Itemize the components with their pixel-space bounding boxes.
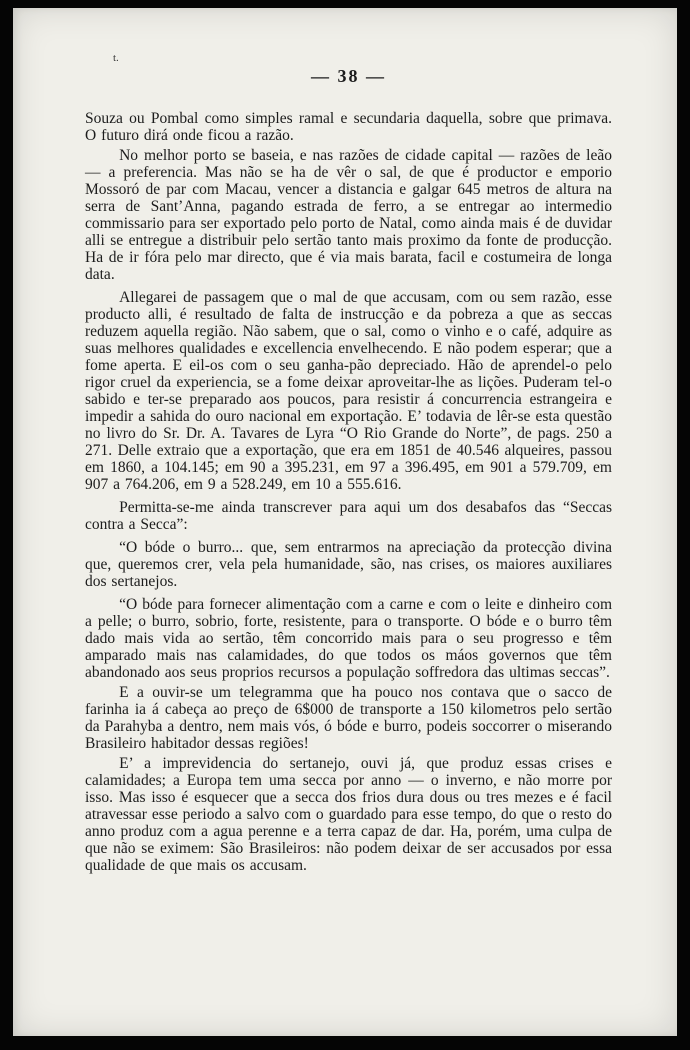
paragraph-allegarei: Allegarei de passagem que o mal de que accusam, com ou sem razão, esse producto alli, é resultado de falta de instrucção e da pobreza a que as seccas reduzem aquella região. Não sabem, que o sal, como o vinho e o café, adquire as suas melhores qualidades e excellencia envelhecendo. E não podem esperar; que a fome aperta. E eil-os com o seu ganha-pão depreciado. Hão de aprendel-o pelo rigor cruel da experiencia, se a fome deixar aproveitar-lhe as lições. Puderam tel-o sabido e ter-se preparado aos poucos, para resistir á concurrencia estrangeira e impedir a sahida do ouro nacional em exportação. E’ todavia de lêr-se esta questão no livro do Sr. Dr. A. Tavares de Lyra “O Rio Grande do Norte”, de pags. 250 a 271. Delle extraio que a exportação, que era em 1851 de 40.546 alqueires, passou em 1860, a 104.145; em 90 a 395.231, em 97 a 396.495, em 901 a 579.709, em 907 a 764.206, em 9 a 528.249, em 10 a 555.616. <box>85 289 612 493</box>
paragraph-melhor-porto: No melhor porto se baseia, e nas razões de cidade capital — razões de leão — a preferencia. Mas não se ha de vêr o sal, de que é productor e emporio Mossoró de par com Macau, vencer a distancia e galgar 645 metros de altura na serra de Sant’Anna, pagando estrada de ferro, a se entregar ao intermedio commissario para ser exportado pelo porto de Natal, como ainda mais é de duvidar alli se entregue a distribuir pelo sertão tanto mais proximo da fonte de producção. Ha de ir fóra pelo mar directo, que é via mais barata, facil e costumeira de longa data. <box>85 147 612 283</box>
paragraph-telegramma: E a ouvir-se um telegramma que ha pouco nos contava que o sacco de farinha ia á cabeça ao preço de 6$000 de transporte a 150 kilometros pelo sertão da Parahyba a dentro, nem mais vós, ó bóde e burro, podeis soccorrer o miserando Brasileiro habitador dessas regiões! <box>85 684 612 752</box>
paragraph-quote-bode-alimentacao: “O bóde para fornecer alimentação com a carne e com o leite e dinheiro com a pelle; o burro, sobrio, forte, resistente, para o transporte. O bóde e o burro têm dado mais vida ao sertão, têm concorrido mais para o seu progresso e têm amparado mais nas calamidades, do que todos os máos governos que têm abandonado aos seus proprios recursos a população soffredora das ultimas seccas”. <box>85 596 612 681</box>
paragraph-imprevidencia: E’ a imprevidencia do sertanejo, ouvi já, que produz essas crises e calamidades; a Europa tem uma secca por anno — o inverno, e não morre por isso. Mas isso é esquecer que a secca dos frios dura dous ou tres mezes e é facil atravessar esse periodo a salvo com o guardado para esse tempo, do que o resto do anno produz com a agua perenne e a terra capaz de dar. Ha, porém, uma culpa de que não se eximem: São Brasileiros: não podem deixar de ser accusados por essa qualidade de que mais os accusam. <box>85 755 612 874</box>
body-text <box>85 110 612 877</box>
stray-ink-mark: t. <box>113 52 119 64</box>
paragraph-permitta: Permitta-se-me ainda transcrever para aqui um dos desabafos das “Seccas contra a Secca”: <box>85 499 612 533</box>
book-page <box>13 8 677 1036</box>
paragraph-quote-bode-burro: “O bóde o burro... que, sem entrarmos na apreciação da protecção divina que, queremos crer, vela pela humanidade, são, nas crises, os maiores auxiliares dos sertanejos. <box>85 539 612 590</box>
page-number: — 38 — <box>311 66 386 86</box>
paragraph-continuation: Souza ou Pombal como simples ramal e secundaria daquella, sobre que primava. O futuro dirá onde ficou a razão. <box>85 110 612 144</box>
